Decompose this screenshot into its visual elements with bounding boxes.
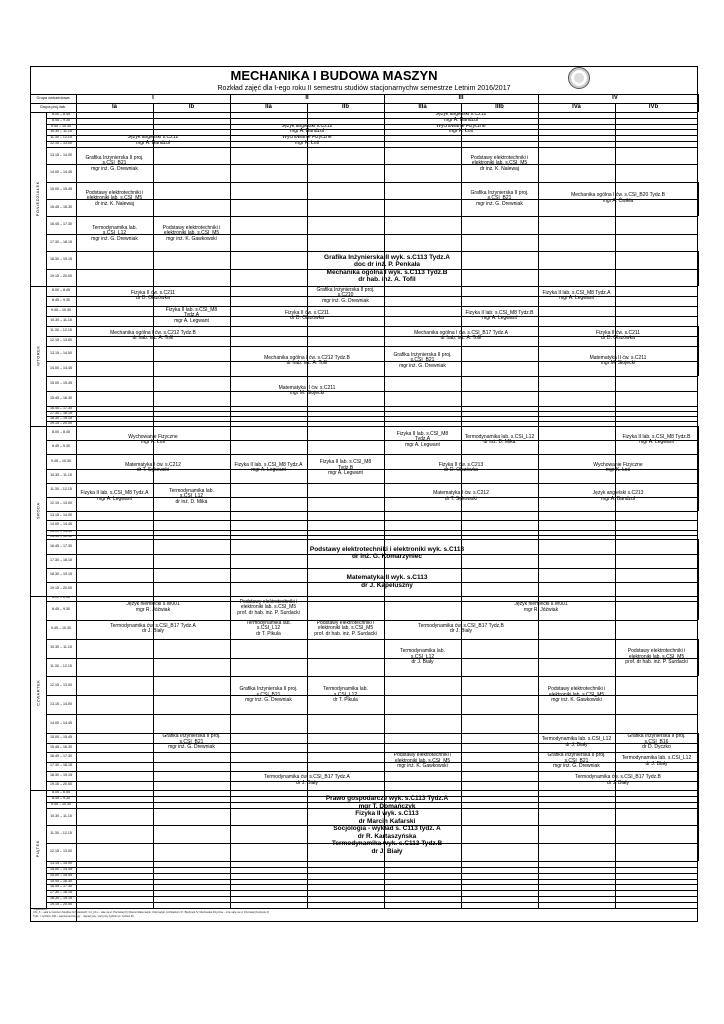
class-block: Fizyka II ćw. s.C211 dr D. Olszówka — [284, 309, 330, 321]
time-slot: 14.00 – 14.45 — [50, 169, 72, 174]
time-slot: 12.15 – 13.00 — [50, 501, 72, 505]
group-header-2: II — [305, 94, 309, 101]
time-slot: 17.30 – 18.15 — [50, 557, 72, 562]
group-header-1: I — [152, 94, 154, 101]
time-slot: 9.45 – 10.30 — [51, 801, 71, 806]
class-block: Termodynamika ćw. s.CSI_B17 Tydz.A dr J. Biały — [110, 622, 196, 635]
day-name: WTOREK — [35, 345, 41, 367]
subgroup-header-3: IIa — [265, 103, 272, 110]
subgroup-header-8: IVb — [648, 103, 659, 110]
time-slot: 17.30 – 18.15 — [50, 411, 72, 415]
class-block: Fizyka II lab. s.CSI_M8 Tydz.A mgr A. Legwant — [542, 289, 611, 301]
time-slot: 19.15 – 20.00 — [50, 782, 72, 787]
class-block: Mechanika ogólna I ćw. s.CSI_B17 Tydz.A dr hab. inż. A. Tofil — [414, 329, 508, 341]
time-slot: 13.15 – 14.00 — [50, 860, 72, 865]
class-block: Grafika Inżynierska II proj. s.CSI_B21 mgr inż. G. Drewniak — [85, 154, 144, 172]
time-slot: 9.45 – 10.30 — [51, 458, 71, 463]
subgroup-header-7: IVa — [572, 103, 581, 110]
time-slot: 8.45 – 9.30 — [52, 444, 70, 449]
time-slot: 17.30 – 18.15 — [50, 890, 72, 895]
group-header-4: IV — [612, 94, 618, 101]
class-block: Język angielski s.C212 mgr A. Bandzul — [281, 123, 333, 135]
time-slot: 16.45 – 17.30 — [50, 753, 72, 758]
subgroup-header-6: IIIb — [495, 103, 504, 110]
time-slot: 19.15 – 20.00 — [50, 586, 72, 590]
time-slot: 8.00 – 8.45 — [52, 596, 70, 600]
class-block: Termodynamika lab. s.CSI_L12 dr T. Pikula — [323, 686, 368, 704]
day-name: ŚRODA — [35, 502, 41, 520]
class-block: Matematyka II ćw. s.C211 mgr M. Stojecki — [589, 354, 647, 366]
class-block: Termodynamika lab. s.CSI_L12 dr inż. D. Mika — [464, 433, 535, 446]
time-slot: 15.45 – 16.30 — [50, 395, 72, 400]
time-slot: 11.30 – 12.15 — [50, 831, 72, 836]
time-slot: 8.00 – 8.45 — [52, 430, 70, 435]
day-name: PONIEDZIAŁEK — [35, 181, 41, 217]
time-slot: 10.30 – 11.15 — [50, 472, 72, 477]
day-label-tue — [30, 286, 46, 426]
subgroup-label: Grupa proj./lab. — [39, 104, 67, 109]
time-slot: 14.00 – 14.45 — [50, 720, 72, 725]
class-block: Fizyka II ćw. s.C211 dr D. Olszówka — [595, 329, 641, 341]
day-name: CZWARTEK — [35, 679, 41, 707]
day-label-fri — [30, 790, 46, 908]
footnote: Objaśnienia: CSI_X – sala w Centrum Studiów Inżynierskich; C1_C11 – sale na ul. Poczekaj (II) Obszar Matematyki, Informatyki, Architektury IV i Budynek IV, Mechanika Fizyczna – inne sale na ul. Poczekaj (budynek 4) Tydz. = tydzień; A/B – naprzemiennie tyg. - nieparzysty / parzysty (tydzień A / tydzień B) — [33, 908, 269, 918]
day-label-wed — [30, 426, 46, 596]
class-block: Wychowanie Fizyczne mgr K. Łoś — [128, 433, 178, 446]
time-slot: 15.45 – 16.30 — [50, 878, 72, 883]
page-subtitle: Rozkład zajęć dla I-ego roku II semestru studiów stacjonarnychw semestrze Letnim 2016/2017 — [217, 85, 511, 92]
time-slot: 8.00 – 8.45 — [52, 288, 70, 293]
class-block: Język angielski s.C213 mgr A. Bandzul — [592, 490, 644, 502]
class-block: Wychowanie Fizyczne mgr K. Łoś — [436, 123, 486, 135]
time-slot: 10.30 – 11.15 — [50, 318, 72, 323]
class-block: Mechanika ogólna I ćw. s.CSI_B20 Tydz.B mgr A. Ćwikła — [571, 192, 665, 204]
time-slot: 18.30 – 19.15 — [50, 896, 72, 901]
time-slot: 17.30 – 18.15 — [50, 239, 72, 244]
time-slot: 14.00 – 14.45 — [50, 866, 72, 871]
time-slot: 13.15 – 14.00 — [50, 350, 72, 355]
time-slot: 11.30 – 12.15 — [50, 664, 72, 669]
subgroup-header-2: Ib — [188, 103, 195, 110]
class-block: Grafika Inżynierska II proj. s.CSI_B16 dr D. Dyczko — [627, 733, 686, 751]
class-block: Fizyka II lab. s.CSI_M8 Tydz.A mgr A. Legwant — [234, 461, 303, 474]
class-block: Język niemiecki s.W001 mgr R. Jóźwiak — [514, 601, 568, 613]
time-slot: 8.45 – 9.30 — [52, 298, 70, 303]
class-block: Podstawy elektrotechniki i elektroniki lab. s.CSI_M5 prof. dr hab. inż. P. Surdacki — [625, 648, 688, 666]
time-slot: 15.00 – 15.45 — [50, 872, 72, 877]
group-header-3: III — [458, 94, 464, 101]
class-block: Fizyka II lab. s.CSI_M8 Tydz.B mgr A. Legwant — [319, 459, 372, 477]
time-slot: 8.45 – 9.30 — [52, 117, 70, 122]
page-title: MECHANIKA I BUDOWA MASZYN — [230, 68, 438, 83]
time-slot: 18.30 – 19.15 — [50, 256, 72, 261]
class-block: Matematyka I ćw. s.C212 dr T. Sękowski — [125, 461, 181, 474]
time-slot: 9.45 – 10.30 — [51, 123, 71, 128]
lecture-block: Matematyka II wyk. s.C113 dr J. Kapeluszny — [346, 574, 428, 589]
time-slot: 8.45 – 9.30 — [52, 607, 70, 612]
time-slot: 15.00 – 15.45 — [50, 187, 72, 192]
class-block: Matematyka II ćw. s.C211 mgr M. Stojecki — [278, 384, 336, 396]
class-block: Fizyka II ćw. s.C211 dr D. Olszówka — [130, 289, 176, 301]
time-slot: 19.15 – 20.00 — [50, 902, 72, 907]
subgroup-header-5: IIIa — [418, 103, 427, 110]
time-slot: 18.30 – 19.15 — [50, 571, 72, 576]
class-block: Matematyka I ćw. s.C212 dr T. Sękowski — [433, 490, 489, 502]
day-name: PIĄTEK — [35, 840, 41, 858]
time-slot: 12.15 – 13.00 — [50, 849, 72, 854]
class-block: Fizyka II lab. s.CSI_M8 Tydz.A mgr A. Legwant — [396, 430, 449, 448]
class-block: Termodynamika ćw. s.CSI_B17 Tydz.B dr J. Biały — [575, 774, 661, 786]
class-block: Język angielski s.C212 mgr A. Bandzul — [127, 135, 179, 146]
class-block: Język angielski s.C212 mgr A. Bandzul — [435, 112, 487, 123]
time-slot: 8.45 – 9.30 — [52, 795, 70, 800]
time-slot: 14.00 – 14.45 — [50, 522, 72, 527]
class-block: Fizyka II lab. s.CSI_M8 Tydz.B mgr A. Legwant — [465, 309, 534, 321]
time-slot: 11.30 – 12.15 — [50, 486, 72, 491]
time-slot: 13.15 – 14.00 — [50, 152, 72, 157]
lecture-block: Prawo gospodarcze wyk. s.C113 Tydz.A mgr T. Domańczyk Fizyka II wyk. s.C113 dr Marcin Kafarski Socjologia - wykład s. C113 tydz. A dr R. Kartaszyńska Termodynamika wyk. s.C113 Tydz.B dr J. Biały — [325, 795, 449, 855]
class-block: Mechanika ogólna I ćw. s.C212 Tydz.B dr hab. inż. A. Tofil — [110, 329, 196, 341]
time-slot: 15.45 – 16.30 — [50, 534, 72, 539]
subgroup-header-1: Ia — [111, 103, 117, 110]
time-slot: 15.00 – 15.45 — [50, 529, 72, 534]
class-block: Podstawy elektrotechniki i elektroniki lab. s.CSI_M5 dr inż. K. Nalewaj — [85, 189, 144, 207]
lecture-block: Grafika Inżynierska II wyk. s.C113 Tydz.A doc dr inż. P. Penkała Mechanika ogólna I wyk. s.C113 Tydz.B dr hab. inż. A. Tofil — [324, 253, 450, 284]
time-slot: 15.00 – 15.45 — [50, 735, 72, 740]
lecture-block: Podstawy elektrotechniki i elektroniki wyk. s.C113 dr inż. G. Komarzyniec — [309, 545, 465, 561]
time-slot: 18.30 – 19.15 — [50, 772, 72, 777]
class-block: Grafika Inżynierska II proj. s.CSI_B21 mgr inż. G. Drewniak — [393, 351, 452, 369]
group-label: Grupa ćwiczeniowa — [36, 95, 70, 100]
class-block: Podstawy elektrotechniki i elektroniki lab. s.CSI_M5 mgr inż. K. Gawkowski — [162, 224, 221, 242]
class-block: Podstawy elektrotechniki i elektroniki lab. s.CSI_M5 prof. dr hab. inż. P. Surdacki — [237, 598, 300, 616]
class-block: Termodynamika lab. s.CSI_L12 dr J. Biały — [541, 736, 612, 748]
time-slot: 15.45 – 16.30 — [50, 204, 72, 209]
time-slot: 12.15 – 13.00 — [50, 683, 72, 687]
class-block: Grafika Inżynierska II proj. s.CSI_B21 mgr inż. G. Drewniak — [239, 686, 298, 704]
time-slot: 11.30 – 12.15 — [50, 135, 72, 140]
time-slot: 15.45 – 16.30 — [50, 744, 72, 749]
class-block: Termodynamika lab. s.CSI_L12 dr J. Biały — [621, 755, 692, 767]
class-block: Wychowanie Fizyczne mgr K. Łoś — [282, 135, 332, 146]
time-slot: 12.15 – 13.00 — [50, 338, 72, 343]
time-slot: 14.00 – 14.45 — [50, 365, 72, 370]
class-block: Grafika Inżynierska II proj. s.C210 mgr inż. G. Drewniak — [316, 286, 375, 304]
class-block: Grafika Inżynierska II proj. s.CSI_B21 mgr inż. G. Drewniak — [162, 733, 221, 751]
class-block: Wychowanie Fizyczne mgr K. Łoś — [593, 461, 643, 474]
class-block: Termodynamika lab. s.CSI_L12 dr T. Pikula — [246, 619, 291, 637]
time-slot: 17.30 – 18.15 — [50, 763, 72, 768]
class-block: Podstawy elektrotechniki i elektroniki lab. s.CSI_M5 prof. dr hab. inż. P. Surdacki — [314, 619, 377, 637]
class-block: Grafika Inżynierska II proj. s.CSI_B21 mgr inż. G. Drewniak — [547, 752, 606, 770]
time-slot: 8.00 – 8.45 — [52, 790, 70, 795]
day-label-thu — [30, 596, 46, 790]
class-block: Język niemiecki s.W001 mgr R. Jóźwiak — [126, 601, 180, 613]
class-block: Fizyka II lab. s.CSI_M8 Tydz.A mgr A. Legwant — [80, 490, 149, 502]
time-slot: 16.45 – 17.30 — [50, 543, 72, 548]
time-slot: 9.45 – 10.30 — [51, 626, 71, 631]
time-slot: 16.45 – 17.30 — [50, 406, 72, 410]
time-slot: 10.30 – 11.15 — [50, 129, 72, 134]
class-block: Grafika Inżynierska II proj. s.CSI_B21 mgr inż. G. Drewniak — [470, 189, 529, 207]
subgroup-header-4: IIb — [342, 103, 349, 110]
class-block: Fizyka II lab. s.CSI_M8 Tydz.B mgr A. Legwant — [622, 433, 691, 446]
time-slot: 8.00 – 8.45 — [52, 112, 70, 116]
class-block: Termodynamika lab. s.CSI_L12 dr J. Biały — [400, 648, 445, 666]
class-block: Termodynamika ćw. s.CSI_B17 Tydz.B dr J. Biały — [418, 622, 504, 635]
time-slot: 15.00 – 15.45 — [50, 380, 72, 385]
day-label-mon — [30, 112, 46, 286]
class-block: Termodynamika lab. s.CSI_L12 dr inż. D. Mika — [169, 487, 214, 505]
class-block: Podstawy elektrotechniki i elektroniki lab. s.CSI_M5 mgr inż. K. Gawkowski — [547, 686, 606, 704]
time-slot: 18.30 – 19.15 — [50, 416, 72, 420]
class-block: Fizyka II ćw. s.C213 dr D. Olszówka — [438, 461, 484, 474]
time-slot: 16.45 – 17.30 — [50, 222, 72, 227]
time-slot: 13.15 – 14.00 — [50, 701, 72, 706]
time-slot: 16.45 – 17.30 — [50, 884, 72, 889]
class-block: Podstawy elektrotechniki i elektroniki lab. s.CSI_M5 mgr inż. K. Gawkowski — [393, 752, 452, 770]
time-slot: 12.15 – 13.00 — [50, 141, 72, 145]
time-slot: 19.15 – 20.00 — [50, 421, 72, 425]
time-slot: 10.30 – 11.15 — [50, 645, 72, 650]
time-slot: 11.30 – 12.15 — [50, 328, 72, 333]
time-slot: 19.15 – 20.00 — [50, 274, 72, 279]
class-block: Podstawy elektrotechniki i elektroniki lab. s.CSI_M5 dr inż. K. Nalewaj — [470, 154, 529, 172]
class-block: Termodynamika ćw. s.CSI_B17 Tydz.A dr J. Biały — [264, 774, 350, 786]
time-slot: 9.45 – 10.30 — [51, 308, 71, 313]
class-block: Fizyka II lab. s.CSI_M8 Tydz.A mgr A. Legwant — [165, 306, 218, 324]
class-block: Termodynamika lab. s.CSI_L12 mgr inż. G. Drewniak — [91, 224, 138, 242]
time-slot: 13.15 – 14.00 — [50, 512, 72, 517]
class-block: Mechanika ogólna I ćw. s.C212 Tydz.B dr hab. inż. A. Tofil — [264, 354, 350, 366]
time-slot: 10.30 – 11.15 — [50, 813, 72, 818]
